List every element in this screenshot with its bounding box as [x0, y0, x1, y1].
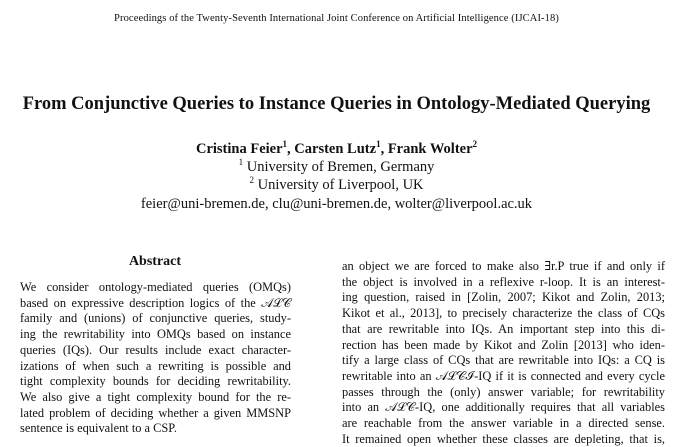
intro-line: are reachable from the answer variable in a directed sense. — [342, 416, 665, 431]
introduction-body — [342, 259, 665, 447]
author-name: Carsten Lutz — [294, 141, 377, 157]
intro-line: an object we are forced to make also ∃r.P true if and only if — [342, 259, 665, 273]
author-name: Cristina Feier — [195, 141, 283, 157]
abstract-line: family and (unions) of conjunctive queries, study- — [20, 311, 291, 326]
abstract-line: We also give a tight complexity bound for the re- — [20, 389, 291, 404]
abstract-body — [20, 280, 291, 437]
author-emails: feier@uni-bremen.de, clu@uni-bremen.de, wolter@liverpool.ac.uk — [140, 196, 533, 212]
affiliation — [0, 159, 673, 176]
intro-line: It remained open whether these classes are depleting, that is, — [342, 431, 665, 446]
intro-line: ing question, raised in [Zolin, 2007; Kikot and Zolin, 2013; — [342, 290, 665, 305]
abstract-line: sentence is equivalent to a CSP. — [20, 421, 177, 436]
proceedings-header: Proceedings of the Twenty-Seventh International Joint Conference on Artificial Intelligence (IJCAI-18) — [114, 13, 559, 24]
intro-line: Kikot et al., 2013], to precisely characterize the class of CQs — [342, 306, 665, 321]
author-list: Cristina Feier$^1$, Carsten Lutz$^1$, Frank Wolter$^2$ — [195, 139, 478, 157]
abstract-line: We consider ontology-mediated queries (OMQs) — [20, 280, 291, 294]
intro-line: the object is involved in a reflexive r-loop. It is an interest- — [342, 274, 665, 289]
paper-title: From Conjunctive Queries to Instance Queries in Ontology-Mediated Querying — [22, 94, 651, 114]
abstract-heading: Abstract — [128, 254, 182, 269]
abstract-line: queries (IQs). Our results include exact character- — [20, 342, 291, 357]
author-affiliation-mark: 1 — [282, 139, 288, 149]
affiliation-text: University of Bremen, Germany — [246, 159, 435, 175]
intro-line: tify a large class of CQs that are rewritable into IQs: a CQ is — [342, 353, 665, 368]
intro-line: rewritable into an 𝒜ℒ𝒞ℐ-IQ if it is connected and every cycle — [342, 368, 665, 383]
intro-line: that are rewritable into IQs. An important step into this di- — [342, 321, 665, 336]
intro-line: into an 𝒜ℒ𝒞-IQ, one additionally requires that all variables — [342, 400, 665, 415]
abstract-line: lated problem of deciding whether a given MMSNP — [20, 405, 291, 420]
abstract-line: based on expressive description logics of the 𝒜ℒ𝒞 — [20, 295, 291, 310]
affiliation-text: University of Liverpool, UK — [257, 177, 424, 193]
abstract-line: izations of when such a rewriting is possible and — [20, 358, 291, 373]
affiliation-mark: 1 — [238, 157, 244, 167]
author-name: Frank Wolter — [387, 141, 473, 157]
author-affiliation-mark: 1 — [376, 139, 381, 149]
abstract-line: tight complexity bounds for deciding rewritability. — [20, 374, 291, 389]
abstract-line: ing the rewritability into OMQs based on instance — [20, 327, 291, 342]
intro-line: rection has been made by Kikot and Zolin [2013] who iden- — [342, 337, 665, 352]
affiliation — [0, 177, 673, 194]
affiliation-mark: 2 — [249, 175, 254, 185]
intro-line: passes through the (only) answer variable; for rewritability — [342, 384, 665, 399]
author-affiliation-mark: 2 — [472, 139, 478, 149]
